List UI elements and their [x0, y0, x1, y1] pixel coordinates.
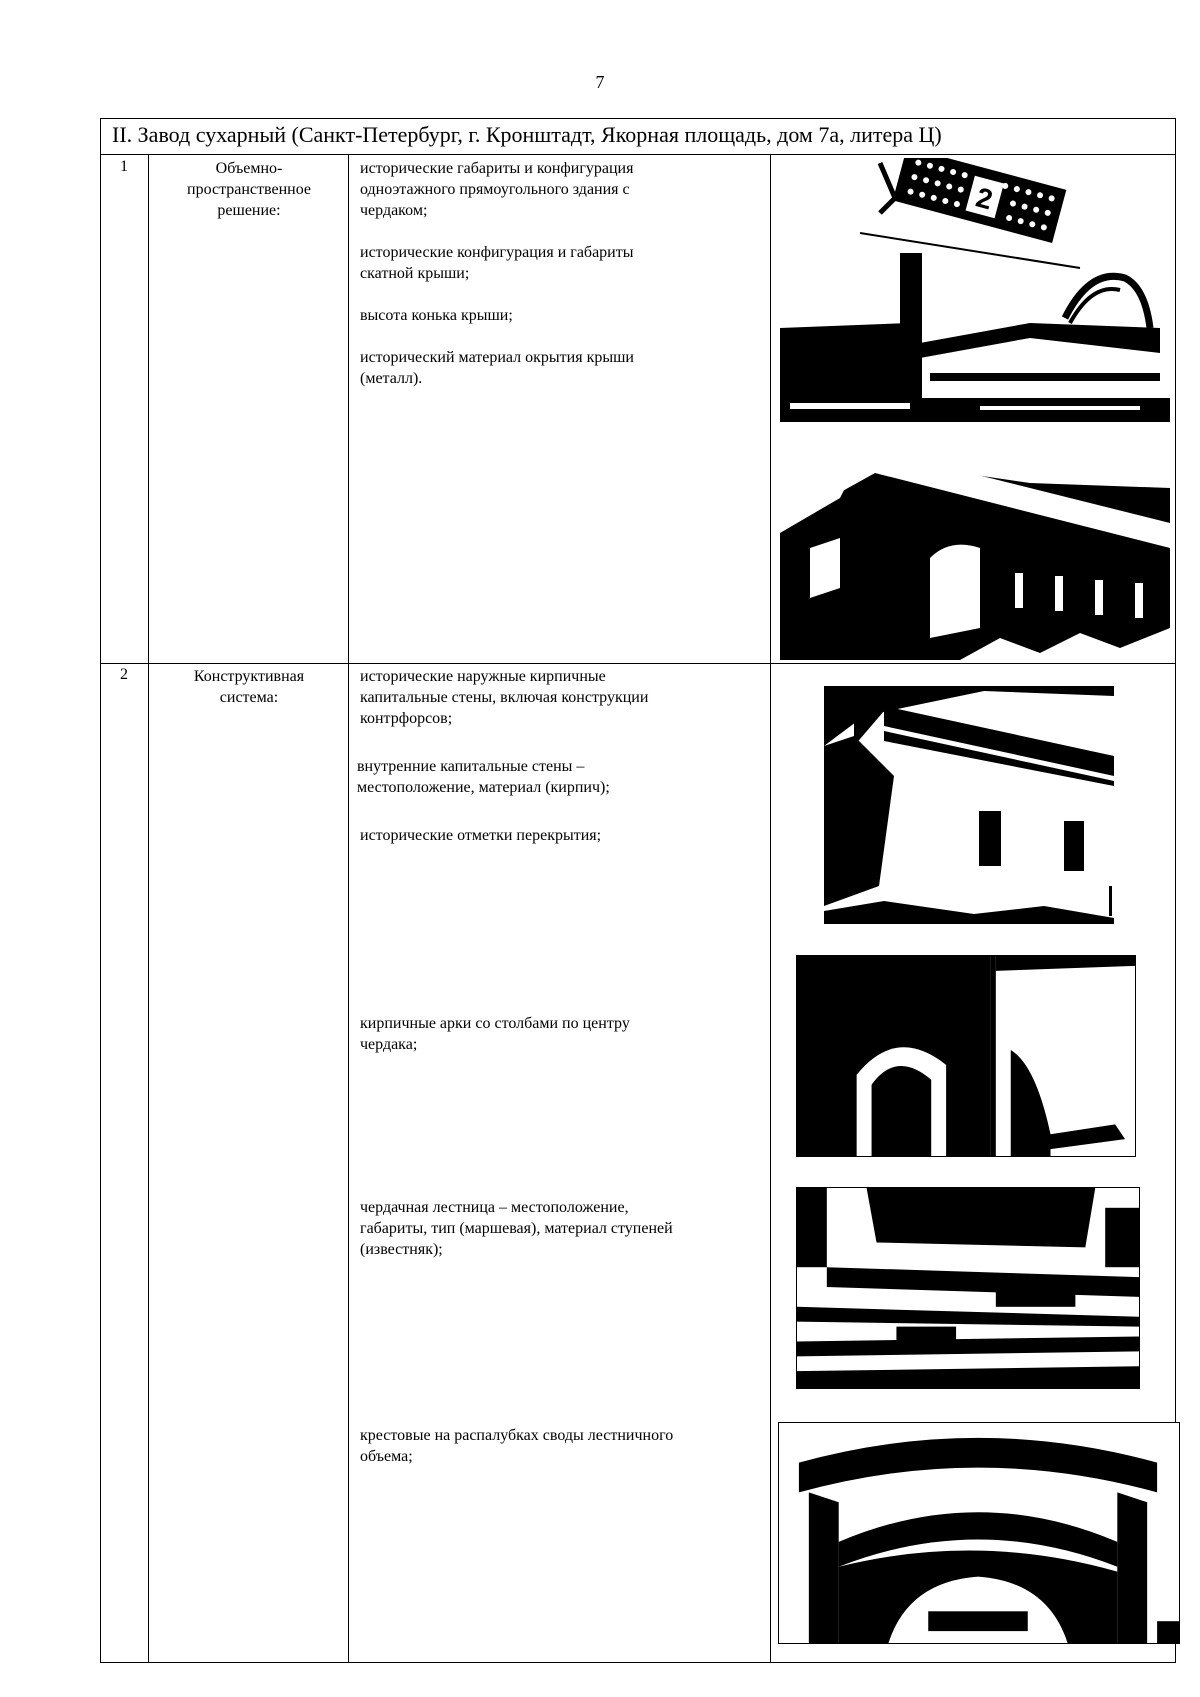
row-number: 2 — [120, 666, 128, 683]
requirement-paragraph: исторические наружные кирпичные капитальные стены, включая конструкции контрфорсов; — [360, 668, 649, 727]
attic-arch-photo — [796, 955, 1136, 1157]
brick-wall-windows-photo — [824, 686, 1114, 924]
section-title: II. Завод сухарный (Санкт-Петербург, г. Кронштадт, Якорная площадь, дом 7а, литера Ц) — [100, 118, 1176, 155]
row-divider — [100, 663, 1176, 664]
page-number: 7 — [595, 72, 605, 92]
row-label: Объемно- пространственное решение: — [187, 160, 311, 219]
attic-stair-photo — [796, 1187, 1140, 1389]
requirement-paragraph: кирпичные арки со столбами по центру чердака; — [360, 1015, 630, 1053]
column-divider — [148, 155, 149, 1663]
requirement-paragraph: исторический материал окрытия крыши (металл). — [360, 349, 634, 387]
column-divider — [348, 155, 349, 1663]
requirement-paragraph: исторические конфигурация и габариты скатной крыши; — [360, 244, 634, 282]
requirement-paragraph: высота конька крыши; — [360, 307, 513, 324]
requirement-paragraph: чердачная лестница – местоположение, габариты, тип (маршевая), материал ступеней (известняк); — [360, 1199, 673, 1258]
building-roof-photo — [780, 438, 1170, 660]
row-number: 1 — [120, 158, 128, 175]
requirement-paragraph: внутренние капитальные стены – местоположение, материал (кирпич); — [357, 758, 610, 796]
row-label: Конструктивная система: — [193, 668, 305, 706]
map-and-building-photo — [780, 158, 1170, 422]
requirement-paragraph: крестовые на распалубках своды лестничного объема; — [360, 1427, 674, 1465]
column-divider — [770, 155, 771, 1663]
requirement-paragraph: исторические отметки перекрытия; — [360, 827, 602, 844]
requirement-text — [360, 158, 760, 389]
map-marker-label: 2 — [972, 181, 996, 216]
vault-photo — [778, 1422, 1180, 1644]
requirement-paragraph: исторические габариты и конфигурация одноэтажного прямоугольного здания с чердаком; — [360, 160, 634, 219]
